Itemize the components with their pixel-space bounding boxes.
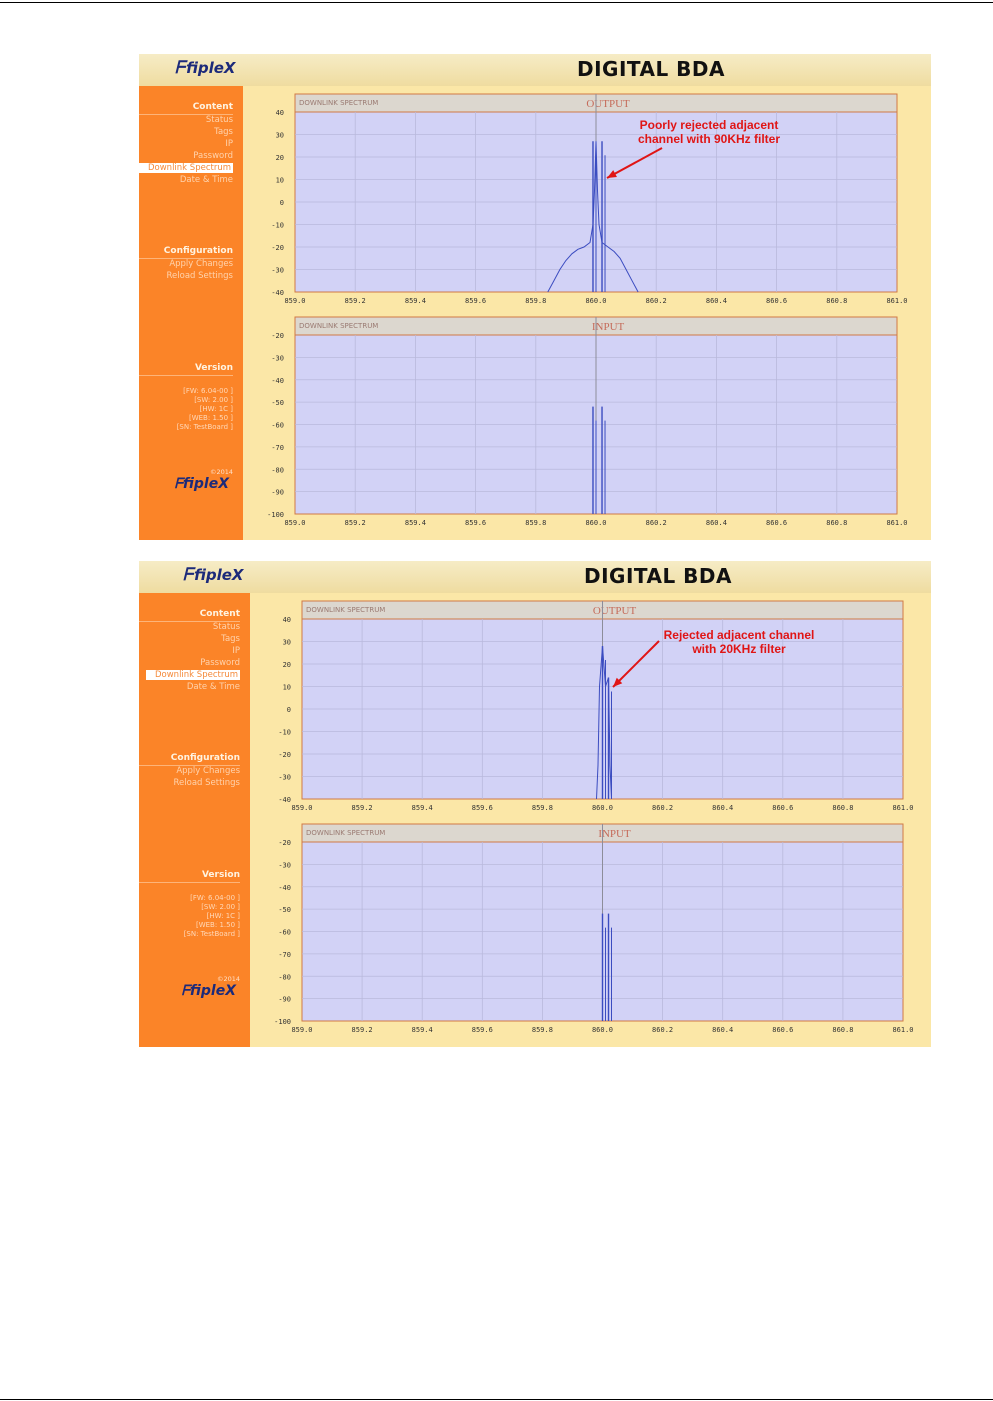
- y-tick-label: 30: [282, 638, 291, 647]
- x-tick-label: 859.8: [525, 297, 547, 305]
- x-tick-label: 860.8: [826, 297, 848, 305]
- screenshot-panel-2: [139, 561, 931, 1047]
- y-tick-label: -80: [271, 466, 284, 475]
- x-tick-label: 860.0: [585, 297, 607, 305]
- chart-label: DOWNLINK SPECTRUM: [306, 829, 386, 837]
- sidebar-item-downlink-spectrum[interactable]: Downlink Spectrum: [146, 670, 240, 680]
- x-tick-label: 859.2: [344, 519, 366, 527]
- version-hw: [HW: 1C ]: [206, 912, 240, 920]
- x-tick-label: 859.4: [411, 1026, 433, 1034]
- fiplex-logo-icon: ᖴ: [175, 58, 186, 78]
- x-tick-label: 860.0: [585, 519, 607, 527]
- x-tick-label: 861.0: [886, 297, 908, 305]
- version-hw: [HW: 1C ]: [199, 405, 233, 413]
- version-sw: [SW: 2.00 ]: [201, 903, 240, 911]
- page-title: DIGITAL BDA: [577, 57, 725, 81]
- y-tick-label: -80: [278, 973, 291, 982]
- x-tick-label: 859.2: [351, 804, 373, 812]
- x-tick-label: 860.4: [712, 1026, 734, 1034]
- x-tick-label: 860.6: [766, 297, 788, 305]
- y-tick-label: -50: [278, 906, 291, 915]
- x-tick-label: 860.2: [645, 297, 667, 305]
- y-tick-label: -70: [278, 950, 291, 959]
- copyright: ©2014: [216, 975, 240, 983]
- y-tick-label: -30: [278, 773, 291, 782]
- x-tick-label: 860.4: [705, 297, 727, 305]
- sidebar-logo: ᖴfipleX: [181, 983, 236, 999]
- x-tick-label: 859.0: [291, 804, 313, 812]
- y-tick-label: 10: [275, 176, 284, 185]
- sidebar-item-status[interactable]: Status: [212, 622, 240, 632]
- y-tick-label: -50: [271, 399, 284, 408]
- sidebar-item-password[interactable]: Password: [193, 151, 233, 161]
- x-tick-label: 860.2: [645, 519, 667, 527]
- x-tick-label: 860.8: [832, 1026, 854, 1034]
- sidebar-item-downlink-spectrum[interactable]: Downlink Spectrum: [139, 163, 233, 173]
- chart-title: OUTPUT: [592, 605, 637, 617]
- x-tick-label: 859.6: [465, 297, 487, 305]
- sidebar-item-date-time[interactable]: Date & Time: [186, 682, 240, 692]
- x-tick-label: 860.0: [591, 1026, 614, 1034]
- y-tick-label: -10: [271, 221, 284, 230]
- y-tick-label: -30: [278, 861, 291, 870]
- x-tick-label: 860.6: [766, 519, 788, 527]
- page-bottom-rule: [0, 1399, 993, 1400]
- x-tick-label: 860.8: [826, 519, 848, 527]
- y-tick-label: 0: [286, 706, 291, 714]
- sidebar-item-tags[interactable]: Tags: [221, 634, 240, 644]
- version-web: [WEB: 1.50 ]: [195, 921, 240, 929]
- x-tick-label: 859.6: [471, 1026, 493, 1034]
- version-web: [WEB: 1.50 ]: [188, 414, 233, 422]
- version-sn: [SN: TestBoard ]: [183, 930, 240, 938]
- y-tick-label: 40: [275, 109, 284, 117]
- y-tick-label: -10: [278, 728, 291, 737]
- x-tick-label: 860.4: [712, 804, 734, 812]
- y-tick-label: 10: [282, 683, 291, 692]
- sidebar-logo: ᖴfipleX: [174, 476, 229, 492]
- y-tick-label: -20: [278, 839, 291, 847]
- y-tick-label: 30: [275, 131, 284, 140]
- y-tick-label: -60: [278, 928, 291, 937]
- configuration-heading: Configuration: [163, 246, 233, 256]
- y-tick-label: -40: [271, 289, 284, 297]
- x-tick-label: 860.8: [832, 804, 854, 812]
- chart-label: DOWNLINK SPECTRUM: [306, 606, 386, 614]
- y-tick-label: -20: [278, 751, 291, 759]
- screenshot-panel-1: [139, 54, 931, 540]
- x-tick-label: 860.6: [772, 1026, 794, 1034]
- spectrum-charts: [139, 54, 931, 540]
- y-tick-label: -100: [274, 1018, 291, 1026]
- y-tick-label: -30: [271, 354, 284, 363]
- x-tick-label: 861.0: [892, 804, 914, 812]
- y-tick-label: -40: [278, 796, 291, 804]
- fiplex-logo-icon: ᖴ: [183, 565, 194, 585]
- x-tick-label: 859.4: [404, 297, 426, 305]
- x-tick-label: 859.0: [284, 519, 306, 527]
- y-tick-label: -100: [267, 511, 284, 519]
- sidebar-item-tags[interactable]: Tags: [214, 127, 233, 137]
- chart-title: INPUT: [598, 828, 631, 840]
- content-heading: Content: [199, 609, 240, 619]
- sidebar-item-password[interactable]: Password: [200, 658, 240, 668]
- sidebar-item-reload-settings[interactable]: Reload Settings: [166, 271, 233, 281]
- sidebar-item-apply-changes[interactable]: Apply Changes: [169, 259, 233, 269]
- x-tick-label: 860.6: [772, 804, 794, 812]
- configuration-heading: Configuration: [170, 753, 240, 763]
- chart-title: INPUT: [591, 321, 625, 333]
- y-tick-label: -90: [278, 995, 291, 1004]
- y-tick-label: 0: [279, 199, 284, 207]
- x-tick-label: 859.4: [411, 804, 433, 812]
- sidebar-item-ip[interactable]: IP: [232, 646, 240, 656]
- y-tick-label: -60: [271, 421, 284, 430]
- fiplex-logo-icon: ᖴ: [181, 983, 190, 999]
- copyright: ©2014: [209, 468, 233, 476]
- chart-label: DOWNLINK SPECTRUM: [299, 99, 379, 107]
- y-tick-label: 20: [282, 661, 291, 669]
- page-title: DIGITAL BDA: [584, 564, 732, 588]
- version-sn: [SN: TestBoard ]: [176, 423, 233, 431]
- chart-label: DOWNLINK SPECTRUM: [299, 322, 379, 330]
- content-heading: Content: [192, 102, 233, 112]
- y-tick-label: -20: [271, 332, 284, 340]
- x-tick-label: 859.2: [344, 297, 366, 305]
- annotation-text: Rejected adjacent channel with 20KHz filter: [663, 628, 815, 656]
- y-tick-label: -40: [271, 376, 284, 385]
- x-tick-label: 859.8: [525, 519, 547, 527]
- x-tick-label: 860.2: [652, 1026, 674, 1034]
- x-tick-label: 861.0: [886, 519, 908, 527]
- chart-title: OUTPUT: [586, 98, 630, 110]
- sidebar-item-status[interactable]: Status: [205, 115, 233, 125]
- x-tick-label: 859.6: [465, 519, 487, 527]
- version-fw: [FW: 6.04-00 ]: [183, 387, 233, 395]
- x-tick-label: 859.0: [291, 1026, 313, 1034]
- version-sw: [SW: 2.00 ]: [194, 396, 233, 404]
- x-tick-label: 859.4: [404, 519, 426, 527]
- x-tick-label: 860.0: [591, 804, 614, 812]
- x-tick-label: 859.2: [351, 1026, 373, 1034]
- annotation-text: Poorly rejected adjacent channel with 90KHz filter: [637, 118, 781, 146]
- x-tick-label: 859.0: [284, 297, 306, 305]
- sidebar-item-ip[interactable]: IP: [225, 139, 233, 149]
- version-heading: Version: [201, 870, 240, 880]
- x-tick-label: 860.2: [652, 804, 674, 812]
- sidebar-item-date-time[interactable]: Date & Time: [179, 175, 233, 185]
- header-logo: ᖴfipleX: [175, 58, 236, 78]
- x-tick-label: 859.8: [531, 1026, 553, 1034]
- y-tick-label: -70: [271, 443, 284, 452]
- sidebar-item-reload-settings[interactable]: Reload Settings: [173, 778, 240, 788]
- x-tick-label: 860.4: [705, 519, 727, 527]
- x-tick-label: 859.8: [531, 804, 553, 812]
- page-top-rule: [0, 2, 993, 3]
- y-tick-label: -20: [271, 244, 284, 252]
- version-fw: [FW: 6.04-00 ]: [190, 894, 240, 902]
- y-tick-label: 40: [282, 616, 291, 624]
- y-tick-label: -30: [271, 266, 284, 275]
- header-logo: ᖴfipleX: [183, 565, 244, 585]
- y-tick-label: -90: [271, 488, 284, 497]
- sidebar-item-apply-changes[interactable]: Apply Changes: [176, 766, 240, 776]
- x-tick-label: 861.0: [892, 1026, 914, 1034]
- version-heading: Version: [194, 363, 233, 373]
- x-tick-label: 859.6: [471, 804, 493, 812]
- y-tick-label: 20: [275, 154, 284, 162]
- fiplex-logo-icon: ᖴ: [174, 476, 183, 492]
- y-tick-label: -40: [278, 883, 291, 892]
